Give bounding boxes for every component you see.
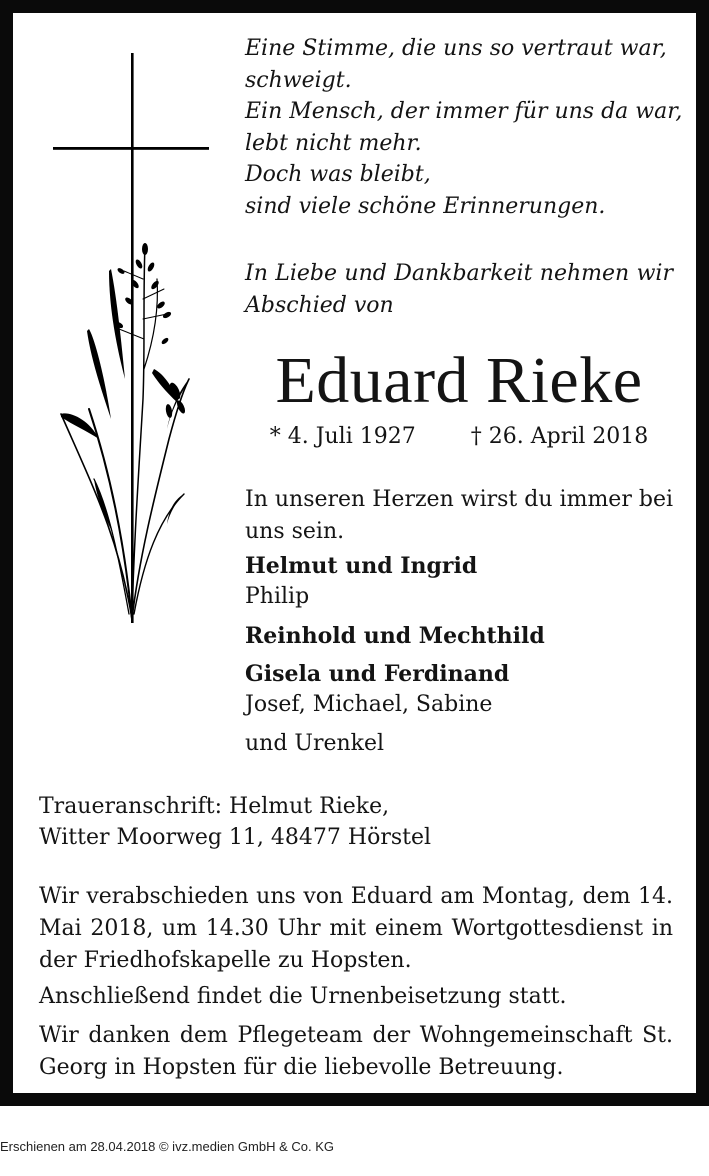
family-member: Philip: [245, 584, 310, 609]
mourning-address: [39, 791, 673, 853]
poem: [245, 33, 683, 222]
address-line: Witter Moorweg 11, 48477 Hörstel: [39, 825, 432, 850]
farewell-intro: In Liebe und Dankbarkeit nehmen wir Abschied von: [245, 261, 673, 318]
poem-line: Doch was bleibt,: [245, 162, 431, 187]
service-info: Wir verabschieden uns von Eduard am Montag, dem 14. Mai 2018, um 14.30 Uhr mit einem Wortgottesdienst in der Friedhofskapelle zu Hopsten.: [39, 884, 673, 973]
poem-line: schweigt.: [245, 67, 352, 93]
poem-line: lebt nicht mehr.: [245, 130, 422, 156]
family-member: Gisela und Ferdinand: [245, 661, 510, 687]
thanks-text: Wir danken dem Pflegeteam der Wohngemeinschaft St. Georg in Hopsten für die liebevolle Betreuung.: [39, 1023, 673, 1080]
cross-with-grass-icon: [39, 39, 209, 629]
poem-line: Eine Stimme, die uns so vertraut war,: [245, 36, 667, 61]
poem-line: sind viele schöne Erinnerungen.: [245, 193, 606, 219]
family-member: und Urenkel: [245, 731, 385, 756]
life-dates: [245, 423, 673, 451]
deceased-name: Eduard Rieke: [275, 344, 643, 417]
family-member: Reinhold und Mechthild: [245, 623, 545, 649]
address-line: Traueranschrift: Helmut Rieke,: [39, 794, 390, 819]
burial-info: Anschließend findet die Urnenbeisetzung statt.: [39, 984, 567, 1009]
birth-date: * 4. Juli 1927: [269, 424, 416, 449]
family-member: Helmut und Ingrid: [245, 553, 478, 579]
death-date: † 26. April 2018: [470, 424, 649, 449]
remembrance-text: In unseren Herzen wirst du immer bei uns sein.: [245, 487, 673, 544]
family-member: Josef, Michael, Sabine: [245, 692, 493, 717]
publication-credit: Erschienen am 28.04.2018 © ivz.medien GmbH & Co. KG: [0, 1139, 335, 1154]
poem-line: Ein Mensch, der immer für uns da war,: [245, 99, 683, 124]
